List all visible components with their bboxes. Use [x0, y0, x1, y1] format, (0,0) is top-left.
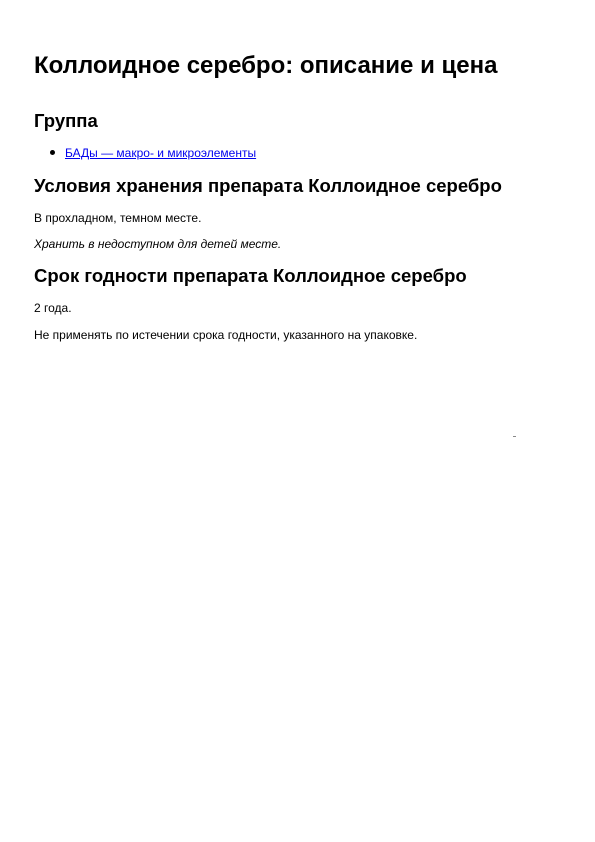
bullet-icon — [50, 150, 55, 155]
storage-text: В прохладном, темном месте. — [34, 211, 202, 225]
group-list — [50, 146, 256, 160]
shelf-life-text: 2 года. — [34, 301, 72, 315]
group-link[interactable]: БАДы — макро- и микроэлементы — [65, 146, 257, 160]
storage-note: Хранить в недоступном для детей месте. — [34, 237, 282, 251]
group-heading: Группа — [34, 110, 98, 131]
page-title: Коллоидное серебро: описание и цена — [34, 52, 498, 79]
shelf-life-note: Не применять по истечении срока годности, указанного на упаковке. — [34, 328, 418, 342]
shelf-life-heading: Срок годности препарата Коллоидное серебро — [34, 265, 467, 286]
stray-mark — [513, 436, 516, 437]
storage-heading: Условия хранения препарата Коллоидное серебро — [34, 175, 502, 196]
list-item — [50, 146, 256, 160]
